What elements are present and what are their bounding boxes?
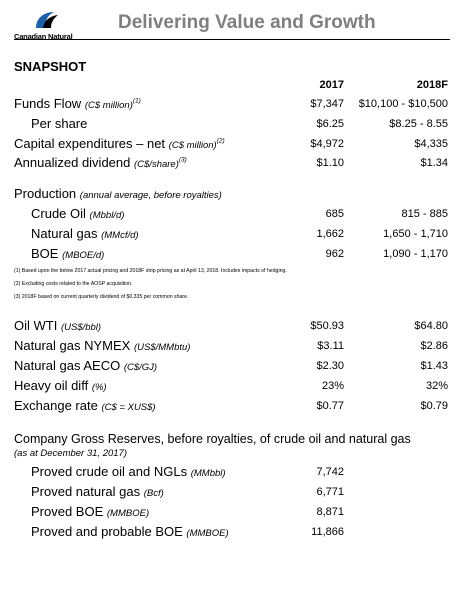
value-2018f: $1.43 bbox=[420, 360, 448, 372]
row-label: Heavy oil diff (%) bbox=[14, 378, 107, 393]
value-2018f: $8.25 - 8.55 bbox=[389, 118, 448, 130]
row-label: Annualized dividend (C$/share)$^{(3)}$ bbox=[14, 155, 187, 170]
value-2017: $0.77 bbox=[316, 400, 344, 412]
value-2017: $6.25 bbox=[316, 118, 344, 130]
table-row bbox=[0, 206, 464, 224]
row-label: Crude Oil (Mbbl/d) bbox=[31, 206, 125, 221]
table-row bbox=[0, 226, 464, 244]
row-label: Funds Flow (C$ million)$^{(1)}$ bbox=[14, 96, 141, 111]
reserve-value: 8,871 bbox=[316, 506, 344, 518]
value-2017: $7,347 bbox=[310, 98, 344, 110]
value-2017: $2.30 bbox=[316, 360, 344, 372]
snapshot-heading: SNAPSHOT bbox=[14, 59, 87, 74]
reserve-value: 11,866 bbox=[311, 526, 344, 538]
table-row bbox=[0, 504, 464, 522]
footnote-1: (1) Based upon the below 2017 actual pricing and 2018F strip pricing as at April 13, 2018. Includes impacts of hedging. bbox=[14, 268, 287, 274]
footnote-2: (2) Excluding costs related to the AOSP acquisition. bbox=[14, 281, 133, 287]
logo-text: Canadian Natural bbox=[14, 32, 73, 41]
row-label: Proved BOE (MMBOE) bbox=[31, 504, 150, 519]
value-2018f: $2.86 bbox=[420, 340, 448, 352]
table-row bbox=[0, 155, 464, 173]
value-2017: 685 bbox=[325, 208, 344, 220]
production-heading: Production (annual average, before royalties) bbox=[14, 186, 222, 201]
table-row bbox=[0, 246, 464, 264]
value-2018f: $10,100 - $10,500 bbox=[358, 98, 448, 110]
table-row bbox=[0, 484, 464, 502]
table-row bbox=[0, 398, 464, 416]
value-2017: $3.11 bbox=[317, 340, 344, 352]
reserves-subtitle: (as at December 31, 2017) bbox=[14, 448, 128, 459]
row-label: Oil WTI (US$/bbl) bbox=[14, 318, 102, 333]
value-2017: 962 bbox=[325, 248, 344, 260]
table-row bbox=[0, 524, 464, 542]
row-label: Per share bbox=[31, 116, 88, 131]
value-2018f: 1,090 - 1,170 bbox=[383, 248, 448, 260]
column-header-2018f: 2018F bbox=[416, 79, 448, 91]
value-2018f: $4,335 bbox=[414, 138, 448, 150]
reserve-value: 7,742 bbox=[316, 466, 344, 478]
value-2017: $1.10 bbox=[316, 157, 344, 169]
value-2017: $50.93 bbox=[310, 320, 344, 332]
row-label: Proved crude oil and NGLs (MMbbl) bbox=[31, 464, 226, 479]
reserve-value: 6,771 bbox=[316, 486, 344, 498]
table-row bbox=[0, 318, 464, 336]
column-header-2017: 2017 bbox=[319, 79, 344, 91]
header-divider bbox=[14, 39, 450, 40]
table-row bbox=[0, 378, 464, 396]
table-row bbox=[0, 116, 464, 134]
table-row bbox=[0, 136, 464, 154]
row-label: Capital expenditures – net (C$ million)$^{(2)}$ bbox=[14, 136, 225, 151]
row-label: Exchange rate (C$ = XUS$) bbox=[14, 398, 156, 413]
value-2018f: $0.79 bbox=[420, 400, 448, 412]
table-row bbox=[0, 96, 464, 114]
row-label: Natural gas AECO (C$/GJ) bbox=[14, 358, 158, 373]
table-row bbox=[0, 338, 464, 356]
row-label: Natural gas (MMcf/d) bbox=[31, 226, 139, 241]
value-2018f: $64.80 bbox=[414, 320, 448, 332]
value-2017: $4,972 bbox=[310, 138, 344, 150]
value-2018f: 815 - 885 bbox=[401, 208, 448, 220]
company-logo bbox=[14, 10, 84, 46]
table-row bbox=[0, 358, 464, 376]
value-2018f: 32% bbox=[425, 380, 448, 392]
value-2017: 23% bbox=[321, 380, 344, 392]
logo-mark-icon bbox=[34, 10, 60, 30]
value-2018f: 1,650 - 1,710 bbox=[383, 228, 448, 240]
row-label: Natural gas NYMEX (US$/MMbtu) bbox=[14, 338, 191, 353]
footnote-3: (3) 2018F based on current quarterly dividend of $0.335 per common share. bbox=[14, 294, 189, 300]
value-2017: 1,662 bbox=[316, 228, 344, 240]
reserves-title: Company Gross Reserves, before royalties, of crude oil and natural gas bbox=[14, 432, 411, 446]
page-title: Delivering Value and Growth bbox=[118, 12, 376, 33]
value-2018f: $1.34 bbox=[420, 157, 448, 169]
table-row bbox=[0, 464, 464, 482]
row-label: Proved and probable BOE (MMBOE) bbox=[31, 524, 229, 539]
row-label: BOE (MBOE/d) bbox=[31, 246, 105, 261]
row-label: Proved natural gas (Bcf) bbox=[31, 484, 164, 499]
